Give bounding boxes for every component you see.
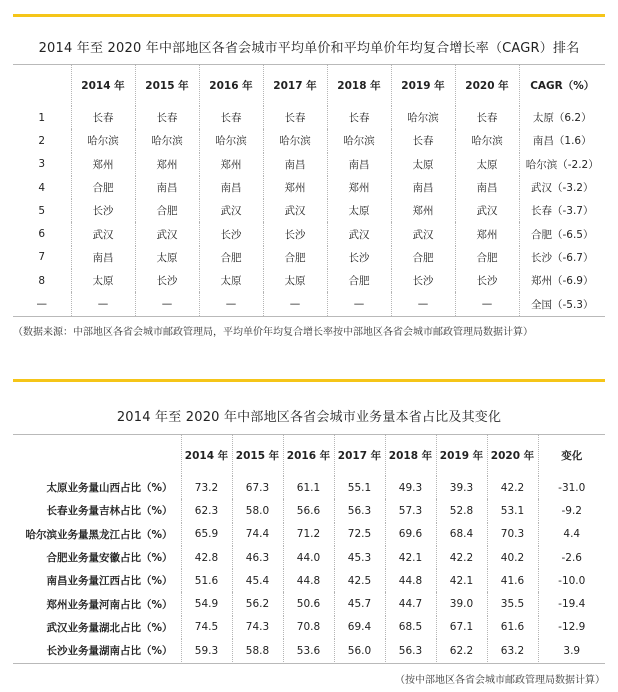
table-cell: -12.9 <box>538 616 605 639</box>
table1-header <box>13 64 71 106</box>
table-cell: 4.4 <box>538 523 605 546</box>
table2-header: 2018 年 <box>385 434 436 476</box>
table-cell: 太原 <box>455 153 519 176</box>
table-cell: 50.6 <box>283 592 334 615</box>
table-cell: 44.0 <box>283 546 334 569</box>
table-cell: 3.9 <box>538 639 605 662</box>
table1-header: 2019 年 <box>391 64 455 106</box>
table2-title: 2014 年至 2020 年中部地区各省会城市业务量本省占比及其变化 <box>116 410 502 425</box>
table-cell: 南昌 <box>199 176 263 199</box>
table-cell: -10.0 <box>538 569 605 592</box>
table-cell: 郑州 <box>327 176 391 199</box>
table-cell: 长春 <box>391 129 455 152</box>
table-cell: 郑州 <box>263 176 327 199</box>
table-cell: 长沙 <box>135 269 199 292</box>
table2-header: 变化 <box>538 434 605 476</box>
table1-header: CAGR（%） <box>519 64 605 106</box>
table-cell: 53.6 <box>283 639 334 662</box>
table-cell: 哈尔滨（-2.2） <box>519 153 605 176</box>
table-cell: 74.4 <box>232 523 283 546</box>
table-cell: 武汉 <box>327 222 391 245</box>
table-cell: 合肥 <box>199 246 263 269</box>
table-cell: 42.2 <box>487 476 538 499</box>
table-cell: 44.8 <box>283 569 334 592</box>
row-label: 长沙业务量湖南占比（%） <box>46 645 173 658</box>
table-row <box>13 222 605 245</box>
table-cell: 武汉 <box>135 222 199 245</box>
table-cell: — <box>327 292 391 315</box>
table-cell: 44.7 <box>385 592 436 615</box>
table1-header-row <box>13 64 605 106</box>
table-cell: 长春 <box>71 106 135 129</box>
table-cell: 42.5 <box>334 569 385 592</box>
table-cell: 8 <box>38 274 46 287</box>
table-cell: 郑州 <box>391 199 455 222</box>
table-cell: 哈尔滨 <box>263 129 327 152</box>
table-cell: 5 <box>38 204 46 217</box>
table-cell: — <box>135 292 199 315</box>
table-cell: 56.3 <box>385 639 436 662</box>
table-cell: 合肥 <box>327 269 391 292</box>
table-cell: 长春 <box>135 106 199 129</box>
table-row <box>13 546 605 569</box>
table2-header: 2014 年 <box>181 434 232 476</box>
table-cell: 2 <box>38 134 46 147</box>
table-cell: 69.6 <box>385 523 436 546</box>
table-cell: 郑州 <box>135 153 199 176</box>
table-cell: 54.9 <box>181 592 232 615</box>
table2-header: 2017 年 <box>334 434 385 476</box>
table-cell: 长沙 <box>391 269 455 292</box>
table1-source-note: （数据来源：中部地区各省会城市邮政管理局，平均单价年均复合增长率按中部地区各省会城市邮政管理局数据计算） <box>13 327 533 338</box>
table-cell: -19.4 <box>538 592 605 615</box>
table-cell: 68.5 <box>385 616 436 639</box>
table-cell: 武汉 <box>71 222 135 245</box>
table-cell: 武汉 <box>199 199 263 222</box>
table-cell: 武汉（-3.2） <box>519 176 605 199</box>
table-cell: 51.6 <box>181 569 232 592</box>
table-cell: 65.9 <box>181 523 232 546</box>
table-cell: 39.0 <box>436 592 487 615</box>
table-cell: 哈尔滨 <box>391 106 455 129</box>
table-cell: 61.1 <box>283 476 334 499</box>
table-cell: 哈尔滨 <box>135 129 199 152</box>
table-cell: 70.3 <box>487 523 538 546</box>
table1-header: 2020 年 <box>455 64 519 106</box>
table-cell: 56.3 <box>334 499 385 522</box>
table-cell: 7 <box>38 251 46 264</box>
table-cell: 太原 <box>391 153 455 176</box>
table-cell: 南昌 <box>455 176 519 199</box>
table-cell: 56.0 <box>334 639 385 662</box>
table-cell: 长春 <box>327 106 391 129</box>
table-cell: 合肥（-6.5） <box>519 222 605 245</box>
table-row <box>13 592 605 615</box>
table-cell: 44.8 <box>385 569 436 592</box>
table-cell: 56.6 <box>283 499 334 522</box>
table-row <box>13 106 605 129</box>
table-cell: 南昌 <box>391 176 455 199</box>
table-cell: 40.2 <box>487 546 538 569</box>
table-cell: 59.3 <box>181 639 232 662</box>
table-cell: — <box>263 292 327 315</box>
table-row <box>13 499 605 522</box>
table-cell: 58.0 <box>232 499 283 522</box>
table-cell: 55.1 <box>334 476 385 499</box>
row-label: 长春业务量吉林占比（%） <box>46 505 173 518</box>
row-label: 合肥业务量安徽占比（%） <box>46 552 173 565</box>
table-cell: 61.6 <box>487 616 538 639</box>
table-cell: 长沙 <box>199 222 263 245</box>
table1 <box>13 64 605 316</box>
table-cell: 68.4 <box>436 523 487 546</box>
table-cell: 62.2 <box>436 639 487 662</box>
table-cell: 长沙 <box>327 246 391 269</box>
table2-header: 2019 年 <box>436 434 487 476</box>
table-cell: 39.3 <box>436 476 487 499</box>
table-cell: 武汉 <box>455 199 519 222</box>
table-cell: 63.2 <box>487 639 538 662</box>
table-cell: 42.8 <box>181 546 232 569</box>
row-label: 太原业务量山西占比（%） <box>46 482 173 495</box>
table-cell: -2.6 <box>538 546 605 569</box>
table-cell: 南昌 <box>71 246 135 269</box>
table1-header: 2018 年 <box>327 64 391 106</box>
top-accent-bar-2 <box>13 379 605 382</box>
table-cell: 49.3 <box>385 476 436 499</box>
table-row <box>13 269 605 292</box>
table-cell: 哈尔滨 <box>71 129 135 152</box>
table-cell: — <box>71 292 135 315</box>
table-row <box>13 153 605 176</box>
table2 <box>13 434 605 662</box>
table-cell: 南昌 <box>327 153 391 176</box>
top-accent-bar-1 <box>13 14 605 17</box>
table-cell: 58.8 <box>232 639 283 662</box>
table-row <box>13 246 605 269</box>
table1-title: 2014 年至 2020 年中部地区各省会城市平均单价和平均单价年均复合增长率（CAGR）排名 <box>38 41 580 56</box>
table2-header: 2016 年 <box>283 434 334 476</box>
table-cell: 46.3 <box>232 546 283 569</box>
table-cell: 郑州 <box>71 153 135 176</box>
table-cell: -31.0 <box>538 476 605 499</box>
table-cell: 42.2 <box>436 546 487 569</box>
table-cell: 长沙 <box>263 222 327 245</box>
table-cell: 72.5 <box>334 523 385 546</box>
table1-header: 2015 年 <box>135 64 199 106</box>
row-label: 哈尔滨业务量黑龙江占比（%） <box>25 528 173 541</box>
table-row <box>13 639 605 662</box>
table2-header-row <box>13 434 605 476</box>
table-cell: 45.7 <box>334 592 385 615</box>
table-row <box>13 569 605 592</box>
table2-bottom-rule <box>13 663 605 664</box>
table-cell: 太原 <box>199 269 263 292</box>
table-cell: 42.1 <box>385 546 436 569</box>
table2-header: 2020 年 <box>487 434 538 476</box>
table-cell: — <box>455 292 519 315</box>
table-cell: 南昌 <box>135 176 199 199</box>
table2-header: 2015 年 <box>232 434 283 476</box>
table-cell: 长春 <box>263 106 327 129</box>
table-cell: 41.6 <box>487 569 538 592</box>
table-cell: 57.3 <box>385 499 436 522</box>
table-row <box>13 129 605 152</box>
table-cell: 长沙（-6.7） <box>519 246 605 269</box>
row-label: 武汉业务量湖北占比（%） <box>46 621 173 634</box>
table-cell: 武汉 <box>263 199 327 222</box>
table-cell: 合肥 <box>391 246 455 269</box>
table-row <box>13 523 605 546</box>
table-cell: 3 <box>38 158 46 171</box>
table-cell: 长春 <box>199 106 263 129</box>
table-cell: 53.1 <box>487 499 538 522</box>
table-cell: 太原（6.2） <box>519 106 605 129</box>
row-label: 郑州业务量河南占比（%） <box>46 598 173 611</box>
row-label: 南昌业务量江西占比（%） <box>46 575 173 588</box>
table2-header <box>13 434 181 476</box>
table-row <box>13 176 605 199</box>
table-cell: 郑州 <box>199 153 263 176</box>
table-cell: 长沙 <box>71 199 135 222</box>
table-cell: 69.4 <box>334 616 385 639</box>
table-cell: 郑州 <box>455 222 519 245</box>
table-cell: 67.1 <box>436 616 487 639</box>
table-cell: 合肥 <box>455 246 519 269</box>
table-cell: 6 <box>38 228 46 241</box>
table-cell: 哈尔滨 <box>199 129 263 152</box>
table-cell: 全国（-5.3） <box>519 292 605 315</box>
table-cell: 56.2 <box>232 592 283 615</box>
table-cell: 74.5 <box>181 616 232 639</box>
table-cell: — <box>391 292 455 315</box>
table-cell: 52.8 <box>436 499 487 522</box>
table-cell: 35.5 <box>487 592 538 615</box>
table-cell: — <box>199 292 263 315</box>
table-row <box>13 616 605 639</box>
table-cell: 太原 <box>327 199 391 222</box>
table-cell: 哈尔滨 <box>327 129 391 152</box>
table-cell: 南昌（1.6） <box>519 129 605 152</box>
table-cell: 长春 <box>455 106 519 129</box>
table-row <box>13 292 605 315</box>
table-cell: 74.3 <box>232 616 283 639</box>
table-cell: 南昌 <box>263 153 327 176</box>
table1-bottom-rule <box>13 316 605 317</box>
table-cell: 42.1 <box>436 569 487 592</box>
table-cell: 武汉 <box>391 222 455 245</box>
table-cell: 70.8 <box>283 616 334 639</box>
table-cell: — <box>36 298 47 311</box>
table-cell: 4 <box>38 181 46 194</box>
table-cell: 长春（-3.7） <box>519 199 605 222</box>
table-cell: 太原 <box>71 269 135 292</box>
table-cell: 合肥 <box>263 246 327 269</box>
table-cell: 合肥 <box>71 176 135 199</box>
table-cell: 73.2 <box>181 476 232 499</box>
table-cell: 45.4 <box>232 569 283 592</box>
table-row <box>13 476 605 499</box>
table-cell: 67.3 <box>232 476 283 499</box>
table1-header: 2014 年 <box>71 64 135 106</box>
table-cell: 哈尔滨 <box>455 129 519 152</box>
table-cell: 太原 <box>263 269 327 292</box>
table-cell: 62.3 <box>181 499 232 522</box>
table-cell: 长沙 <box>455 269 519 292</box>
table1-header: 2017 年 <box>263 64 327 106</box>
table1-header: 2016 年 <box>199 64 263 106</box>
table-cell: 郑州（-6.9） <box>519 269 605 292</box>
table-cell: 合肥 <box>135 199 199 222</box>
table-cell: 71.2 <box>283 523 334 546</box>
table-cell: -9.2 <box>538 499 605 522</box>
table-cell: 1 <box>38 111 46 124</box>
table-cell: 太原 <box>135 246 199 269</box>
table-cell: 45.3 <box>334 546 385 569</box>
table2-source-note: （按中部地区各省会城市邮政管理局数据计算） <box>395 675 605 686</box>
table-row <box>13 199 605 222</box>
